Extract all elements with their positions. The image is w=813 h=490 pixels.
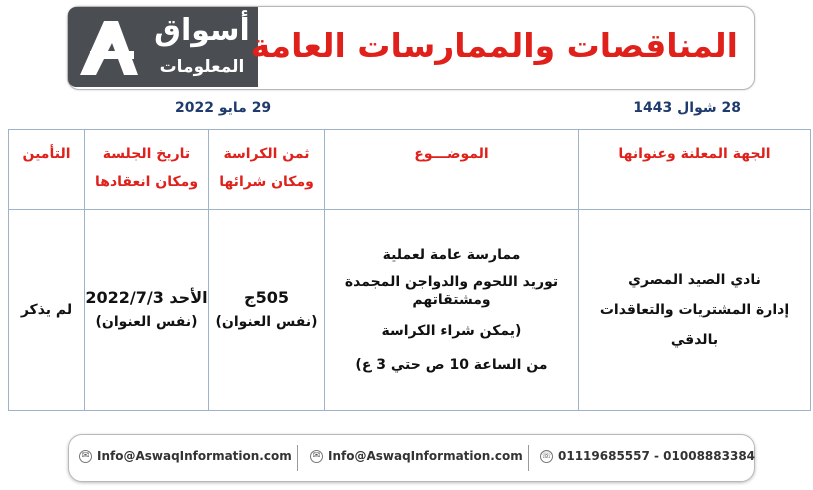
header-entity-label: الجهة المعلنة وعنوانها	[618, 146, 771, 162]
footer-email-1[interactable]	[79, 449, 292, 463]
entity-line1: نادي الصيد المصري	[628, 272, 761, 288]
contact-footer	[68, 434, 755, 482]
header-insurance	[9, 130, 85, 210]
footer-phones[interactable]	[540, 449, 755, 463]
cell-insurance	[9, 210, 85, 410]
logo-a-icon	[76, 15, 140, 79]
subject-line1: ممارسة عامة لعملية	[382, 247, 521, 263]
cell-price	[209, 210, 325, 410]
header-insurance-label: التأمين	[22, 146, 71, 162]
header-subject-label: الموضـــوع	[414, 146, 489, 162]
booklet-price: 505ج	[244, 288, 289, 307]
session-place: (نفس العنوان)	[95, 314, 198, 330]
header-session	[85, 130, 209, 210]
entity-line2: إدارة المشتريات والتعاقدات	[599, 302, 790, 318]
insurance-value: لم يذكر	[20, 302, 73, 318]
booklet-place: (نفس العنوان)	[215, 314, 318, 330]
header-price	[209, 130, 325, 210]
logo-text-information: المعلومات	[159, 57, 245, 77]
logo-text-aswaq: أسواق	[154, 13, 250, 48]
subject-line2: توريد اللحوم والدواجن المجمدة ومشتقاتهم	[344, 274, 559, 308]
entity-line3: بالدقي	[670, 332, 719, 348]
footer-divider	[528, 445, 529, 471]
footer-email-2-text[interactable]: Info@AswaqInformation.com	[328, 449, 523, 463]
cell-entity	[579, 210, 810, 410]
date-hijri: 28 شوال 1443	[633, 100, 741, 116]
header-session-line1: تاريخ الجلسة	[102, 146, 191, 162]
date-gregorian: 29 مايو 2022	[175, 100, 272, 116]
header-price-line2: ومكان شرائها	[219, 174, 314, 190]
brand-logo	[68, 7, 258, 87]
tenders-table	[8, 129, 811, 411]
session-date: الأحد 2022/7/3	[85, 288, 208, 307]
subject-line3: (يمكن شراء الكراسة	[381, 323, 522, 339]
footer-phones-text[interactable]: 01119685557 - 01008883384	[558, 449, 756, 463]
page-title: المناقصات والممارسات العامة	[250, 26, 738, 65]
header-price-line1: ثمن الكراسة	[223, 146, 310, 162]
header-subject	[325, 130, 579, 210]
header-entity	[579, 130, 810, 210]
subject-line4: من الساعة 10 ص حتي 3 ع)	[355, 357, 548, 373]
footer-email-2[interactable]	[310, 449, 523, 463]
envelope-icon: ✉	[310, 450, 323, 463]
envelope-icon: ✉	[79, 450, 92, 463]
phone-icon: ☏	[540, 451, 553, 461]
cell-session	[85, 210, 209, 410]
header-session-line2: ومكان انعقادها	[94, 174, 199, 190]
footer-email-1-text[interactable]: Info@AswaqInformation.com	[97, 449, 292, 463]
cell-subject	[325, 210, 579, 410]
footer-divider	[297, 445, 298, 471]
